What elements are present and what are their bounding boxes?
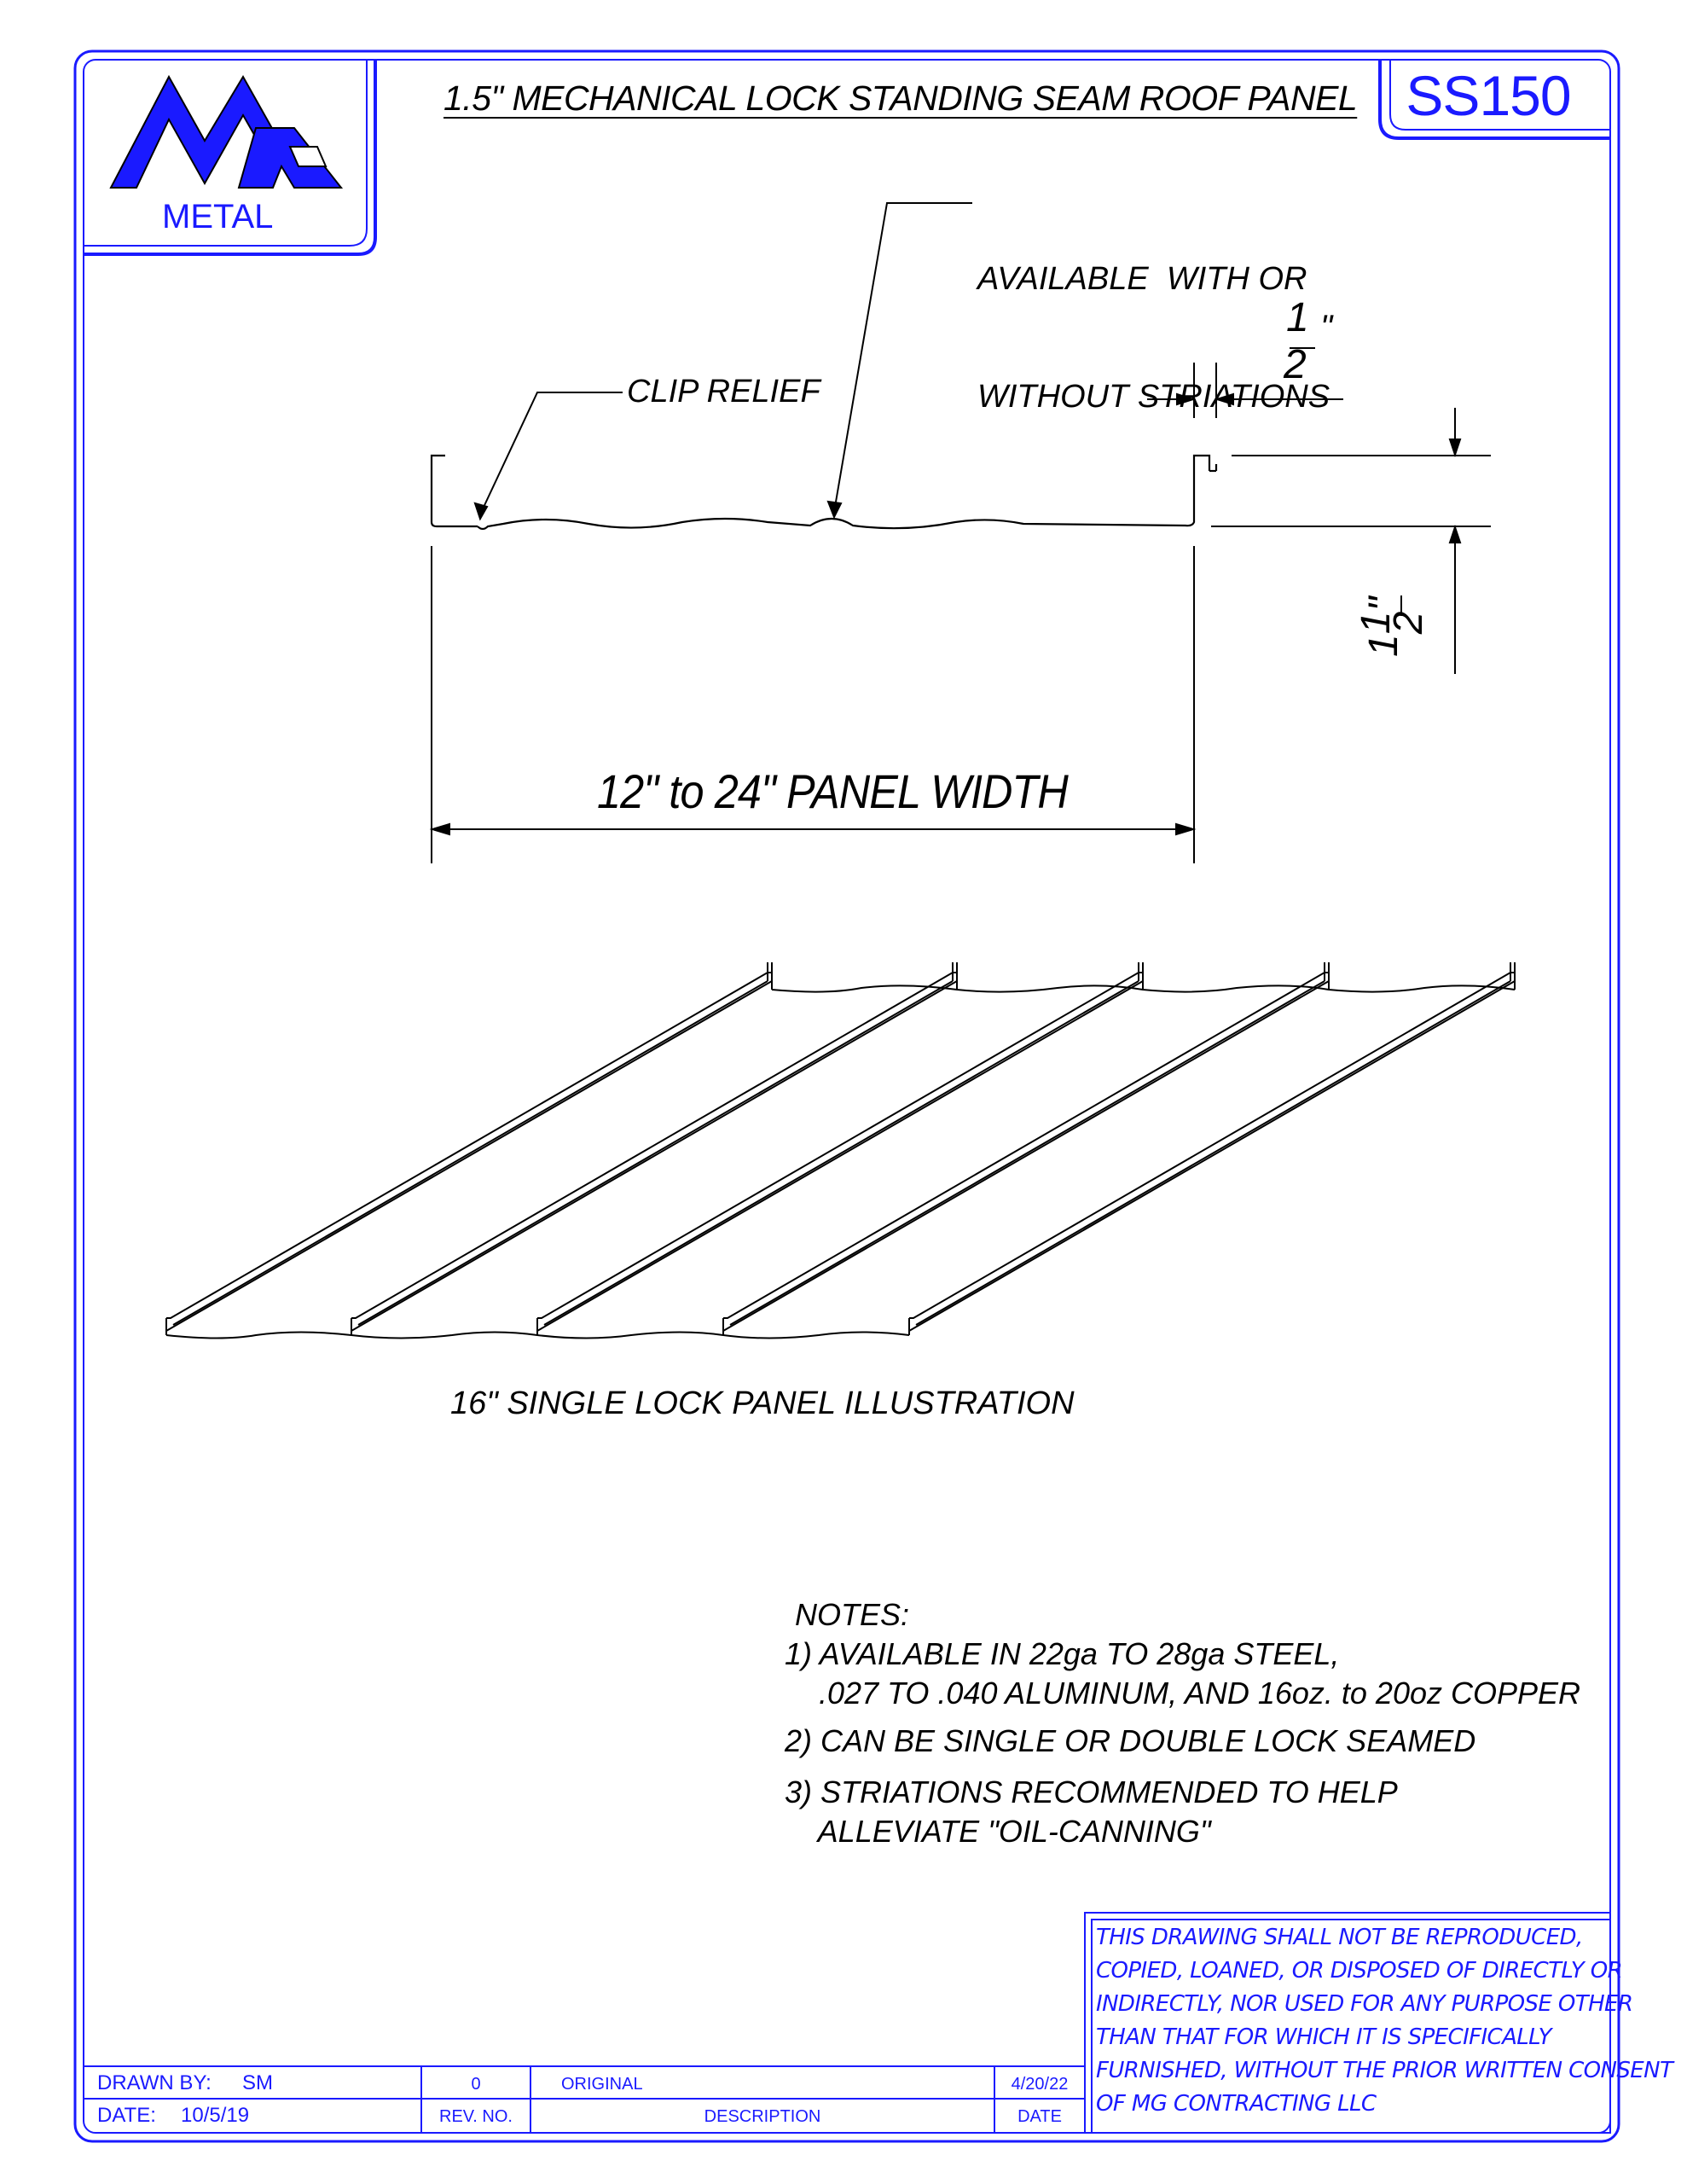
- clip-relief-leader: [475, 392, 623, 519]
- height-whole: 1: [1361, 634, 1406, 657]
- date-value: 10/5/19: [181, 2104, 250, 2127]
- seam-width-unit: ": [1320, 309, 1333, 346]
- rev-date-value: 4/20/22: [1011, 2075, 1069, 2094]
- disclaimer-line: OF MG CONTRACTING LLC: [1096, 2091, 1377, 2117]
- drawing-code: SS150: [1406, 64, 1571, 127]
- description-value: ORIGINAL: [561, 2075, 643, 2094]
- notes: [785, 1595, 1580, 1851]
- note-line: 1) AVAILABLE IN 22ga TO 28ga STEEL,: [785, 1636, 1340, 1671]
- height-den: 2: [1386, 611, 1431, 635]
- disclaimer: [1096, 1921, 1673, 2121]
- illustration-caption: 16" SINGLE LOCK PANEL ILLUSTRATION: [450, 1385, 1075, 1421]
- striations-callout-line: WITHOUT STRIATIONS: [977, 379, 1330, 415]
- striations-leader: [828, 203, 972, 517]
- height-unit: ": [1361, 596, 1406, 612]
- striations-callout-line: AVAILABLE WITH OR: [977, 261, 1307, 297]
- logo-text: METAL: [162, 198, 274, 235]
- disclaimer-line: THAN THAT FOR WHICH IT IS SPECIFICALLY: [1096, 2024, 1551, 2050]
- drawn-by-value: SM: [242, 2071, 273, 2094]
- disclaimer-line: COPIED, LOANED, OR DISPOSED OF DIRECTLY OR: [1096, 1958, 1623, 1984]
- date-label: DATE:: [97, 2104, 156, 2127]
- striations-callout: [977, 181, 1333, 456]
- mg-logo-icon: [111, 77, 341, 188]
- date-header: DATE: [1017, 2107, 1062, 2126]
- disclaimer-line: FURNISHED, WITHOUT THE PRIOR WRITTEN CONSENT: [1096, 2058, 1673, 2083]
- rev-no-header: REV. NO.: [439, 2107, 513, 2126]
- disclaimer-line: THIS DRAWING SHALL NOT BE REPRODUCED,: [1096, 1925, 1583, 1950]
- seam-width-den: 2: [1284, 342, 1307, 387]
- height-num: 1: [1354, 611, 1399, 635]
- page-title: 1.5" MECHANICAL LOCK STANDING SEAM ROOF PANEL: [443, 78, 1358, 118]
- drawn-by-label: DRAWN BY:: [97, 2071, 212, 2094]
- note-line: 3) STRIATIONS RECOMMENDED TO HELP: [785, 1774, 1398, 1809]
- description-header: DESCRIPTION: [704, 2107, 821, 2126]
- note-line: ALLEVIATE "OIL-CANNING": [785, 1814, 1211, 1849]
- disclaimer-line: INDIRECTLY, NOR USED FOR ANY PURPOSE OTHER: [1096, 1991, 1633, 2017]
- panel-width-label: 12" to 24" PANEL WIDTH: [597, 764, 1068, 818]
- note-line: .027 TO .040 ALUMINUM, AND 16oz. to 20oz COPPER: [785, 1676, 1581, 1711]
- rev-no-value: 0: [471, 2075, 481, 2094]
- panel-isometric-illustration: [166, 962, 1515, 1339]
- notes-heading: NOTES:: [795, 1597, 910, 1632]
- clip-relief-callout: CLIP RELIEF: [627, 374, 820, 410]
- height-label: [1354, 555, 1431, 657]
- seam-width-num: 1: [1286, 295, 1309, 340]
- note-line: 2) CAN BE SINGLE OR DOUBLE LOCK SEAMED: [785, 1723, 1476, 1758]
- panel-profile: [432, 456, 1216, 529]
